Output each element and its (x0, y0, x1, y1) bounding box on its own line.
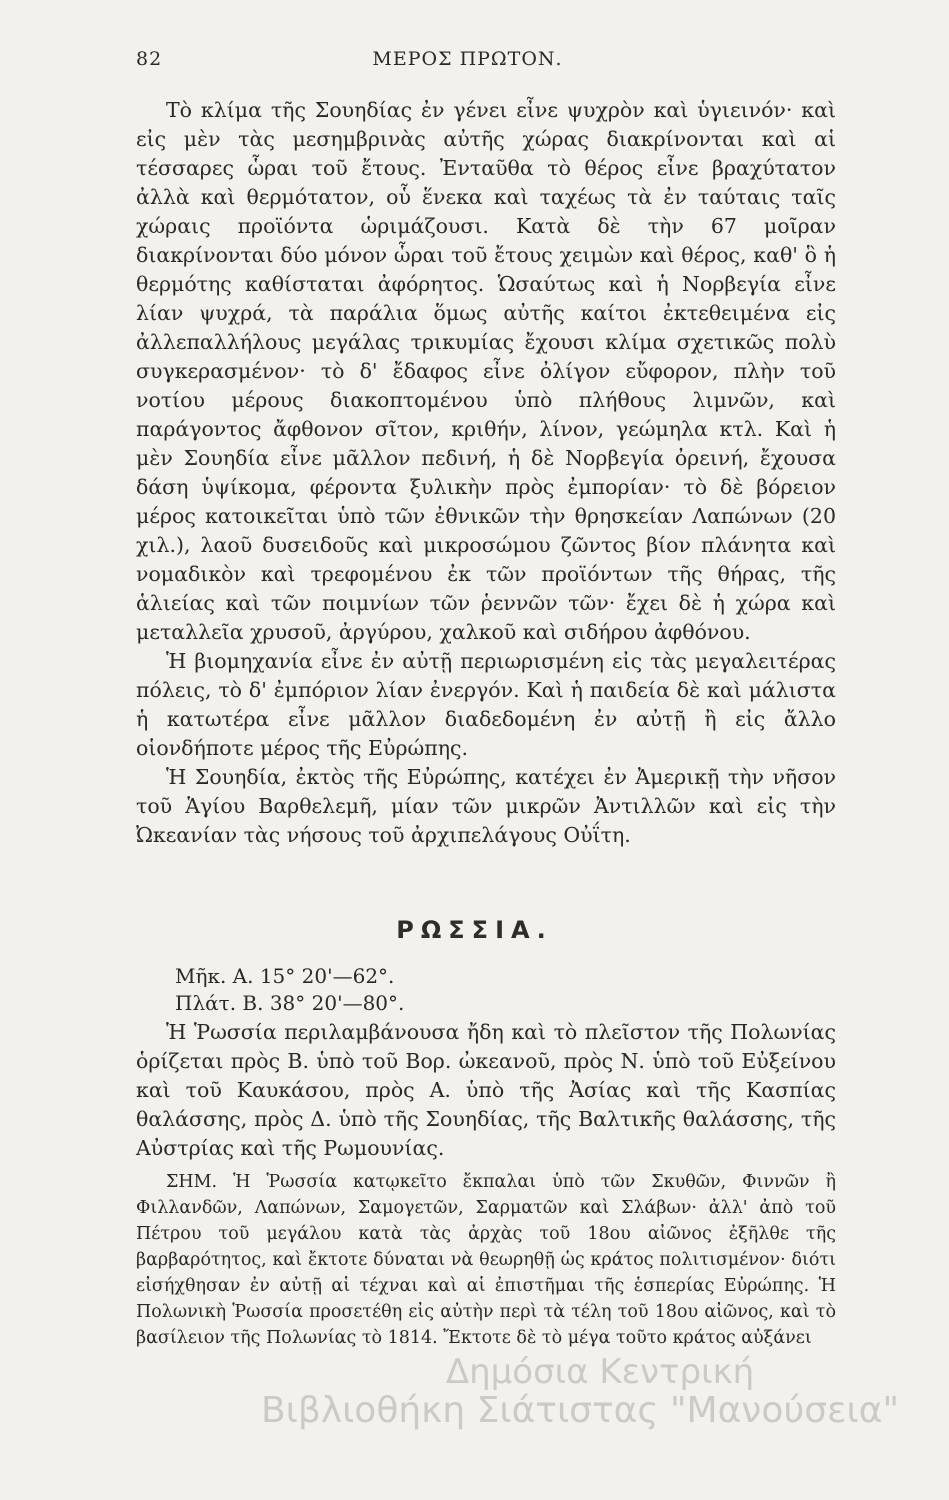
coordinates (175, 963, 404, 1017)
library-watermark-line2: Βιβλιοθήκη Σιάτιστας "Μανούσεια" (260, 1390, 900, 1431)
library-watermark-line1: Δημόσια Κεντρική (445, 1352, 755, 1392)
paragraph-industry: Ἡ βιομηχανία εἶνε ἐν αὐτῇ περιωρισμένη εἰς τὰς μεγαλειτέρας πόλεις, τὸ δ' ἐμπόριον λίαν ἐνεργόν. Καὶ ἡ παιδεία δὲ καὶ μάλιστα ἡ κατωτέρα εἶνε μᾶλλον διαδεδομένη ἐν αὐτῇ ἢ εἰς ἄλλο οἱονδήποτε μέρος τῆς Εὐρώπης. (136, 649, 836, 760)
sweden-text (136, 96, 836, 850)
note-paragraph: ΣΗΜ. Ἡ Ῥωσσία κατῳκεῖτο ἔκπαλαι ὑπὸ τῶν Σκυθῶν, Φιννῶν ἢ Φιλλανδῶν, Λαπώνων, Σαμογετῶν, Σαρματῶν καὶ Σλάβων· ἀλλ' ἀπὸ τοῦ Πέτρου τοῦ μεγάλου κατὰ τὰς ἀρχὰς τοῦ 18ου αἰῶνος ἐξῆλθε τῆς βαρβαρότητος, καὶ ἔκτοτε δύναται νὰ θεωρηθῇ ὡς κράτος πολιτισμένον· διότι εἰσήχθησαν ἐν αὐτῇ αἱ τέχναι καὶ αἱ ἐπιστῆμαι τῆς ἑσπερίας Εὐρώπης. Ἡ Πολωνικὴ Ῥωσσία προσετέθη εἰς αὐτὴν περὶ τὰ τέλη τοῦ 18ου αἰῶνος, καὶ τὸ βασίλειον τῆς Πολωνίας τὸ 1814. Ἔκτοτε δὲ τὸ μέγα τοῦτο κράτος αὐξάνει (136, 1172, 836, 1348)
latitude-line: Πλάτ. Β. 38° 20'—80°. (175, 991, 405, 1015)
paragraph-colonies: Ἡ Σουηδία, ἐκτὸς τῆς Εὐρώπης, κατέχει ἐν Ἀμερικῇ τὴν νῆσον τοῦ Ἁγίου Βαρθελεμῆ, μίαν τῶν μικρῶν Ἀντιλλῶν καὶ εἰς τὴν Ὠκεανίαν τὰς νήσους τοῦ ἀρχιπελάγους Οὐΐτη. (136, 765, 836, 847)
page-number: 82 (136, 48, 163, 70)
section-title: ΡΩΣΣΙΑ. (396, 916, 553, 944)
paragraph-climate: Τὸ κλίμα τῆς Σουηδίας ἐν γένει εἶνε ψυχρὸν καὶ ὑγιεινόν· καὶ εἰς μὲν τὰς μεσημβρινὰς αὐτῆς χώρας διακρίνονται καὶ αἱ τέσσαρες ὧραι τοῦ ἔτους. Ἐνταῦθα τὸ θέρος εἶνε βραχύτατον ἀλλὰ καὶ θερμότατον, οὗ ἕνεκα καὶ ταχέως τὰ ἐν ταύταις ταῖς χώραις προϊόντα ὡριμάζουσι. Κατὰ δὲ τὴν 67 μοῖραν διακρίνονται δύο μόνον ὧραι τοῦ ἔτους χειμὼν καὶ θέρος, καθ' ὃ ἡ θερμότης καθίσταται ἀφόρητος. Ὡσαύτως καὶ ἡ Νορβεγία εἶνε λίαν ψυχρά, τὰ παράλια ὅμως αὐτῆς καίτοι ἐκτεθειμένα εἰς ἀλλεπαλλήλους μεγάλας τρικυμίας ἔχουσι κλίμα σχετικῶς πολὺ συγκερασμένον· τὸ δ' ἔδαφος εἶνε ὀλίγον εὔφορον, πλὴν τοῦ νοτίου μέρους διακοπτομένου ὑπὸ πλήθους λιμνῶν, καὶ παράγοντος ἄφθονον σῖτον, κριθήν, λίνον, γεώμηλα κτλ. Καὶ ἡ μὲν Σουηδία εἶνε μᾶλλον πεδινή, ἡ δὲ Νορβεγία ὀρεινή, ἔχουσα δάση ὑψίκομα, φέροντα ξυλικὴν πρὸς ἐμπορίαν· τὸ δὲ βόρειον μέρος κατοικεῖται ὑπὸ τῶν ἐθνικῶν τὴν θρησκείαν Λαπώνων (20 χιλ.), λαοῦ δυσειδοῦς καὶ μικροσώμου ζῶντος βίον πλάνητα καὶ νομαδικὸν καὶ τρεφομένου ἐκ τῶν προϊόντων τῆς θήρας, τῆς ἁλιείας καὶ τῶν ποιμνίων τῶν ῥεννῶν τῶν· ἔχει δὲ ἡ χώρα καὶ μεταλλεῖα χρυσοῦ, ἀργύρου, χαλκοῦ καὶ σιδήρου ἀφθόνου. (136, 98, 836, 644)
russia-text (136, 1018, 836, 1351)
running-title: ΜΕΡΟΣ ΠΡΩΤΟΝ. (372, 48, 563, 70)
paragraph-borders: Ἡ Ῥωσσία περιλαμβάνουσα ἤδη καὶ τὸ πλεῖστον τῆς Πολωνίας ὁρίζεται πρὸς Β. ὑπὸ τοῦ Βορ. ὠκεανοῦ, πρὸς Ν. ὑπὸ τοῦ Εὐξείνου καὶ τοῦ Καυκάσου, πρὸς Α. ὑπὸ τῆς Ἀσίας καὶ τῆς Κασπίας θαλάσσης, πρὸς Δ. ὑπὸ τῆς Σουηδίας, τῆς Βαλτικῆς θαλάσσης, τῆς Αὐστρίας καὶ τῆς Ρωμουνίας. (136, 1020, 836, 1160)
page-header (136, 48, 799, 70)
longitude-line: Μῆκ. Α. 15° 20'—62°. (175, 964, 395, 988)
